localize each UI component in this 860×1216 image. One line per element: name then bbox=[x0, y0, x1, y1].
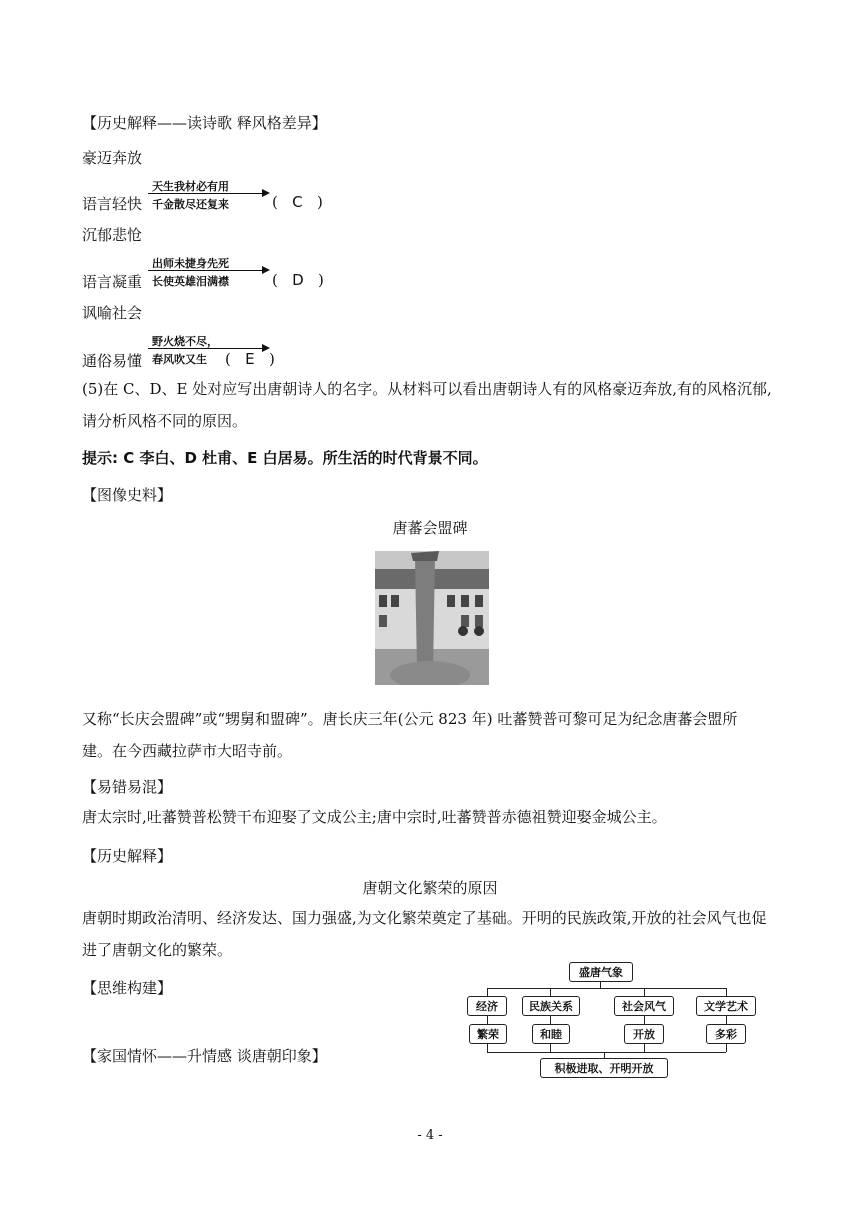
poem-verse-line: 天生我材必有用 bbox=[152, 180, 229, 193]
question-text: (5)在 C、D、E 处对应写出唐朝诗人的名字。从材料可以看出唐朝诗人有的风格豪迈奔放,有的风格沉郁, bbox=[82, 380, 772, 398]
section-heading-mindmap: 【思维构建】 bbox=[82, 979, 173, 997]
poem-verse-line: 春风吹又生 bbox=[152, 353, 207, 366]
poem-verse-line: 野火烧不尽， bbox=[152, 335, 218, 348]
mindmap-category: 经济 bbox=[467, 996, 507, 1016]
poem-answer-letter: C bbox=[292, 193, 303, 211]
explain-text: 唐朝时期政治清明、经济发达、国力强盛,为文化繁荣奠定了基础。开明的民族政策,开放的社会风气也促 bbox=[82, 909, 767, 927]
poem-style-top: 讽喻社会 bbox=[82, 304, 143, 322]
image-description: 又称“长庆会盟碑”或“甥舅和盟碑”。唐长庆三年(公元 823 年) 吐蕃赞普可黎可足为纪念唐蕃会盟所 bbox=[82, 710, 738, 728]
poem-style-bottom: 语言轻快 bbox=[82, 195, 143, 213]
poem-style-bottom: 通俗易懂 bbox=[82, 352, 143, 370]
mindmap-category: 民族关系 bbox=[522, 996, 580, 1016]
image-description: 建。在今西藏拉萨市大昭寺前。 bbox=[82, 742, 293, 760]
poem-verse-line: 千金散尽还复来 bbox=[152, 198, 229, 211]
page-number: - 4 - bbox=[417, 1128, 443, 1143]
section-heading-image: 【图像史料】 bbox=[82, 486, 173, 504]
poem-answer: ( C ) bbox=[272, 193, 323, 211]
section-heading-poetry: 【历史解释——读诗歌 释风格差异】 bbox=[82, 114, 327, 132]
section-heading-patriotic: 【家国情怀——升情感 谈唐朝印象】 bbox=[82, 1047, 327, 1065]
poem-style-top: 豪迈奔放 bbox=[82, 149, 143, 167]
section-heading-confusion: 【易错易混】 bbox=[82, 778, 173, 796]
image-title: 唐蕃会盟碑 bbox=[392, 519, 468, 537]
poem-style-bottom: 语言凝重 bbox=[82, 273, 143, 291]
mindmap-root: 盛唐气象 bbox=[569, 962, 633, 982]
section-heading-explain: 【历史解释】 bbox=[82, 847, 173, 865]
mindmap-category: 社会风气 bbox=[614, 996, 674, 1016]
confusion-text: 唐太宗时,吐蕃赞普松赞干布迎娶了文成公主;唐中宗时,吐蕃赞普赤德祖赞迎娶金城公主。 bbox=[82, 808, 667, 826]
question-text: 请分析风格不同的原因。 bbox=[82, 412, 248, 430]
mindmap-trait: 和睦 bbox=[532, 1024, 570, 1044]
mindmap-category: 文学艺术 bbox=[696, 996, 756, 1016]
stele-photo bbox=[375, 551, 489, 685]
mindmap-trait: 多彩 bbox=[706, 1024, 746, 1044]
mindmap-trait: 繁荣 bbox=[469, 1024, 507, 1044]
poem-verse-line: 长使英雄泪满襟 bbox=[152, 275, 229, 288]
poem-answer-letter: E bbox=[245, 350, 255, 368]
poem-style-top: 沉郁悲怆 bbox=[82, 226, 143, 244]
poem-verse-line: 出师未捷身先死 bbox=[152, 257, 229, 270]
poem-answer: ( E ) bbox=[225, 350, 275, 368]
explain-text: 进了唐朝文化的繁荣。 bbox=[82, 941, 233, 959]
mindmap-summary: 积极进取、开明开放 bbox=[540, 1058, 668, 1078]
hint-text: 提示: C 李白、D 杜甫、E 白居易。所生活的时代背景不同。 bbox=[82, 449, 488, 467]
mindmap-trait: 开放 bbox=[624, 1024, 664, 1044]
poem-answer: ( D ) bbox=[272, 271, 324, 289]
explain-title: 唐朝文化繁荣的原因 bbox=[362, 879, 498, 897]
poem-answer-letter: D bbox=[292, 271, 304, 289]
